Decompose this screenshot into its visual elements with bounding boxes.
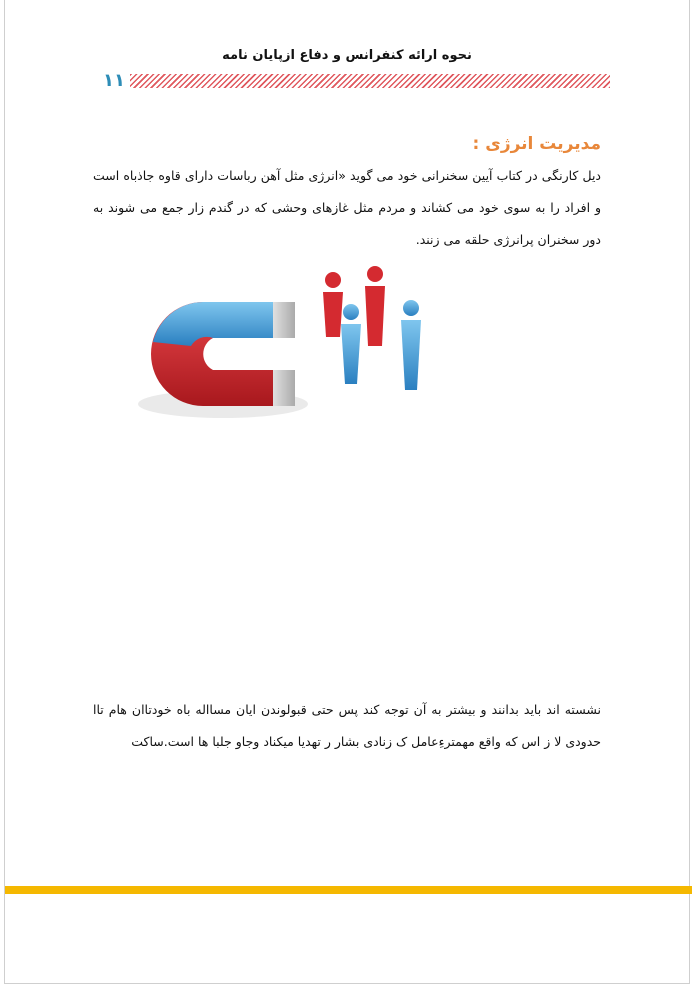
- footer-bar: [5, 886, 692, 894]
- person-figures: [323, 266, 421, 390]
- header-title: نحوه ارائه کنفرانس و دفاع ازپایان نامه: [222, 48, 472, 63]
- paragraph-2: نشسته اند باید بدانند و بیشتر به آن توجه کند پس حتی قبولوندن ایان مسااله باه خودتاان هام تاا حدودی لا ز اس که واقع مهمترءِعامل ک زنادی بشار ر تهدیا میکناد وجاو جلبا ها است.ساکت: [93, 702, 601, 749]
- magnet-attracting-people-image: [133, 262, 433, 444]
- header-decorative-band: [130, 74, 610, 88]
- section-title: مدیریت انرژی :: [472, 134, 601, 154]
- paragraph-1: دیل کارنگی در کتاب آیین سخنرانی خود می گوید «انرژی مثل آهن رباسات دارای قاوه جاذباه است و افراد را به سوی خود می کشاند و مردم مثل غازهای وحشی که در گندم زار جمع می شوند به دور سخنران پرانرژی حلقه می زنند.: [93, 168, 601, 247]
- document-page: [4, 0, 690, 984]
- page-number: ۱۱: [103, 70, 125, 91]
